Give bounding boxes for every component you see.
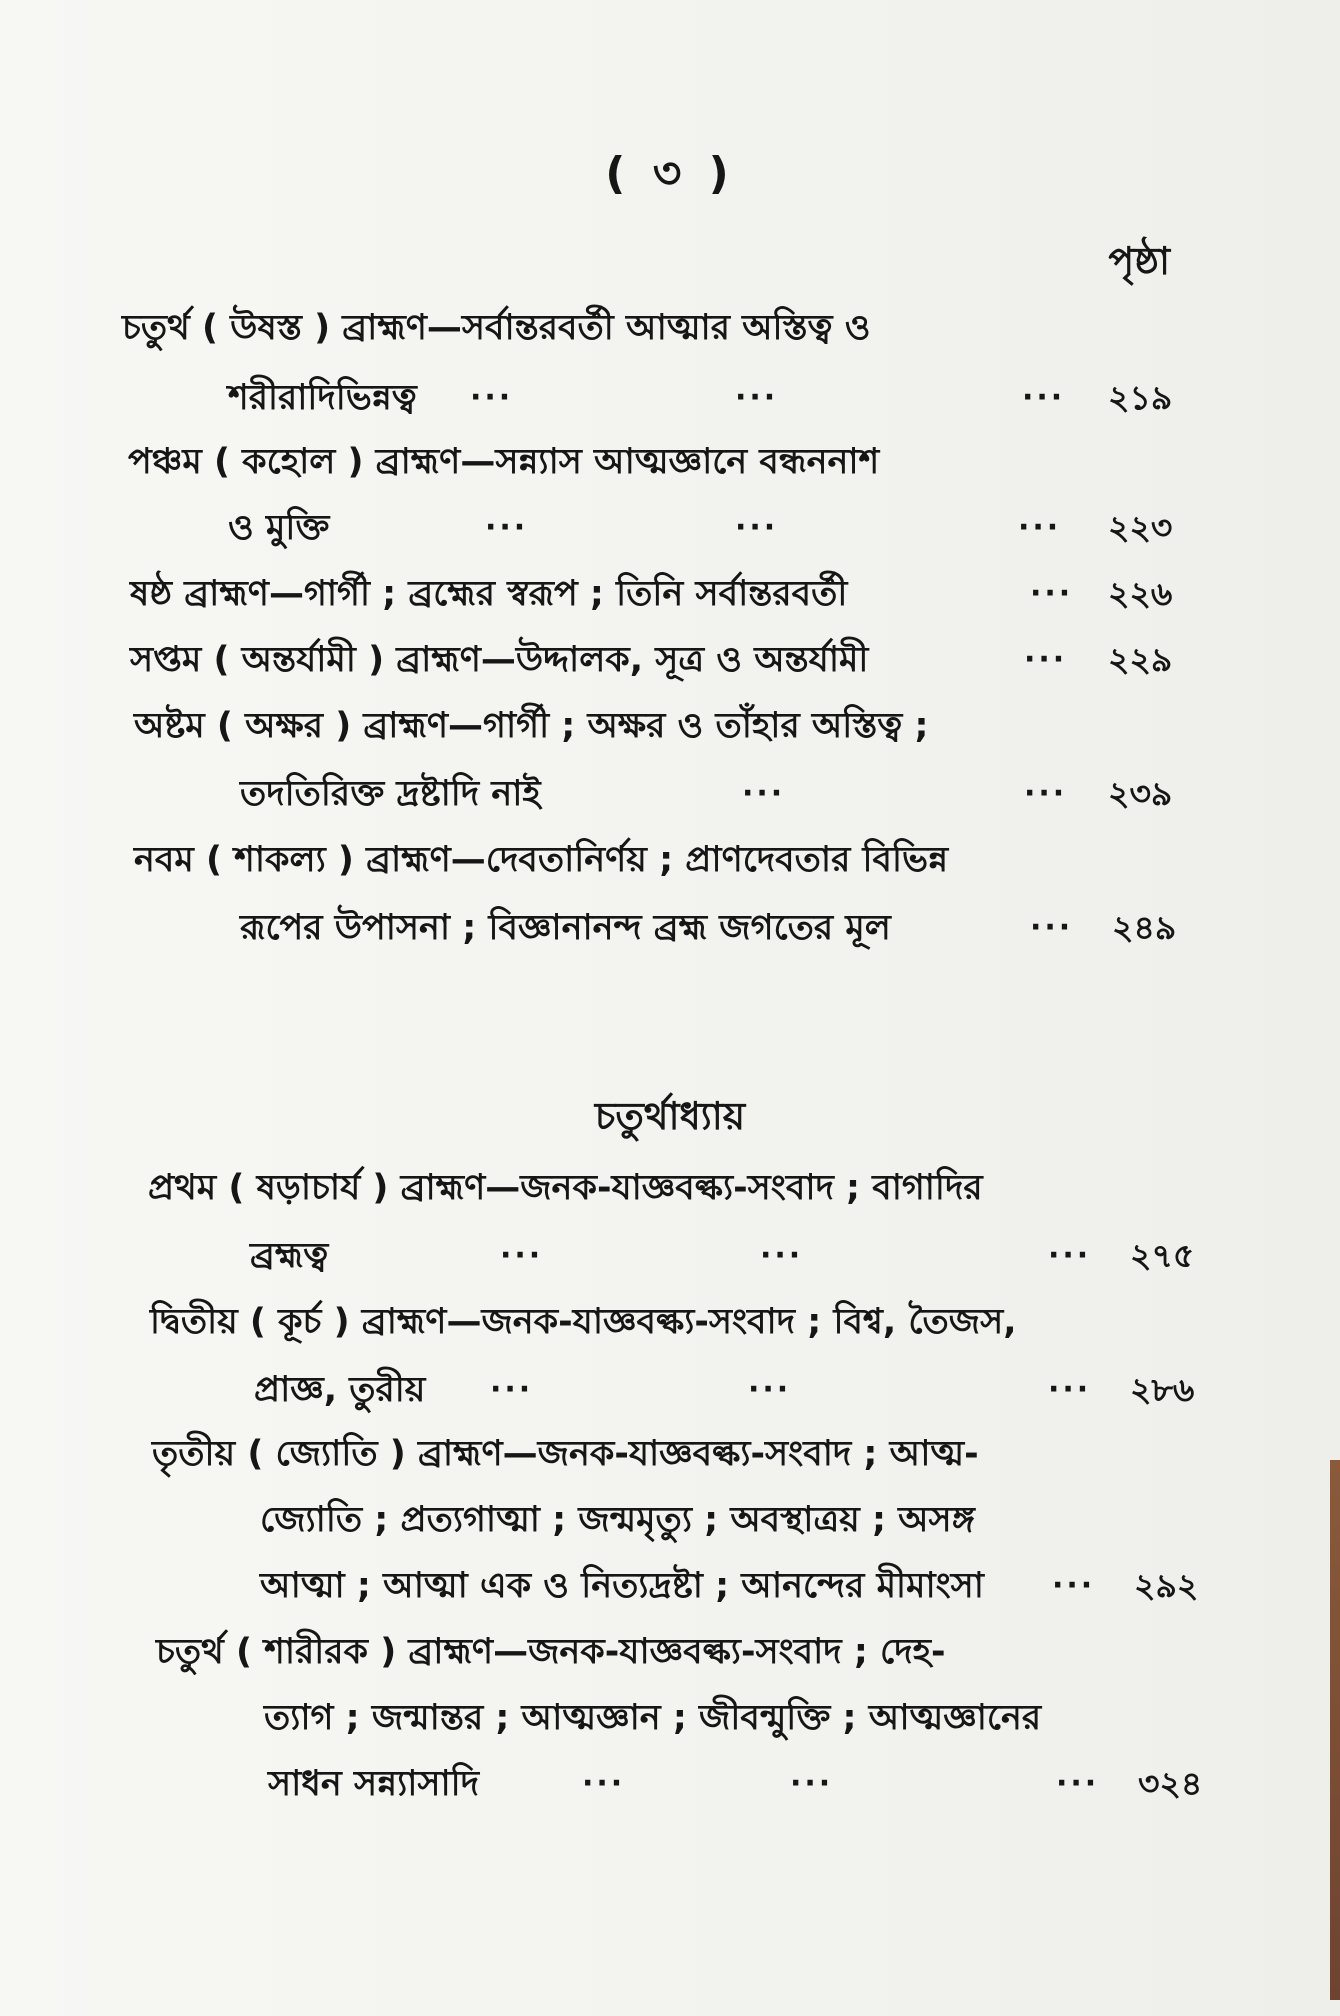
toc-entry-line: প্রাজ্ঞ, তুরীয় [254, 1370, 426, 1410]
toc-entry-line: তৃতীয় ( জ্যোতি ) ব্রাহ্মণ—জনক-যাজ্ঞবল্ক্য-সংবাদ ; আত্ম- [152, 1434, 979, 1474]
toc-entry-line: চতুর্থ ( শারীরক ) ব্রাহ্মণ—জনক-যাজ্ঞবল্ক্য-সংবাদ ; দেহ- [156, 1632, 946, 1672]
leader-dots: ··· [735, 510, 779, 545]
page-ref: ২২৬ [1108, 574, 1173, 613]
page-ref: ৩২৪ [1138, 1764, 1203, 1803]
leader-dots: ··· [1024, 642, 1068, 677]
leader-dots: ··· [470, 380, 514, 415]
toc-entry-line: ত্যাগ ; জন্মান্তর ; আত্মজ্ঞান ; জীবন্মুক্তি ; আত্মজ্ঞানের [264, 1698, 1042, 1738]
leader-dots: ··· [748, 1372, 792, 1407]
page-ref: ২৩৯ [1108, 774, 1173, 813]
toc-entry-line: আত্মা ; আত্মা এক ও নিত্যদ্রষ্টা ; আনন্দের মীমাংসা [260, 1566, 984, 1606]
page-ref: ২৮৬ [1130, 1370, 1195, 1409]
leader-dots: ··· [1030, 910, 1074, 945]
leader-dots: ··· [1048, 1238, 1092, 1273]
toc-entry-line: অষ্টম ( অক্ষর ) ব্রাহ্মণ—গার্গী ; অক্ষর ও তাঁহার অস্তিত্ব ; [134, 706, 929, 746]
leader-dots: ··· [742, 776, 786, 811]
toc-entry-line: ব্রহ্মত্ব [250, 1236, 329, 1276]
page-ref: ২২৩ [1108, 508, 1173, 547]
toc-entry-line: ও মুক্তি [228, 508, 330, 548]
leader-dots: ··· [1030, 576, 1074, 611]
leader-dots: ··· [1048, 1372, 1092, 1407]
toc-entry-line: দ্বিতীয় ( কূর্চ ) ব্রাহ্মণ—জনক-যাজ্ঞবল্ক্য-সংবাদ ; বিশ্ব, তৈজস, [150, 1302, 1017, 1342]
page-column-heading: পৃষ্ঠা [1108, 239, 1170, 283]
toc-entry-line: পঞ্চম ( কহোল ) ব্রাহ্মণ—সন্ন্যাস আত্মজ্ঞানে বন্ধননাশ [128, 442, 880, 482]
page-ref: ২৯২ [1134, 1566, 1199, 1605]
page-ref: ২৪৯ [1112, 908, 1177, 947]
page-ref: ২২৯ [1108, 640, 1173, 679]
page-number: ( ৩ ) [605, 148, 735, 199]
toc-entry-line: তদতিরিক্ত দ্রষ্টাদি নাই [240, 774, 541, 814]
leader-dots: ··· [760, 1238, 804, 1273]
toc-entry-line: সপ্তম ( অন্তর্যামী ) ব্রাহ্মণ—উদ্দালক, সূত্র ও অন্তর্যামী [130, 640, 869, 680]
toc-entry-line: ষষ্ঠ ব্রাহ্মণ—গার্গী ; ব্রহ্মের স্বরূপ ; তিনি সর্বান্তরবর্তী [130, 574, 848, 614]
leader-dots: ··· [1024, 776, 1068, 811]
book-edge-shadow [1330, 1460, 1340, 2000]
leader-dots: ··· [485, 510, 529, 545]
leader-dots: ··· [790, 1766, 834, 1801]
leader-dots: ··· [1022, 380, 1066, 415]
page-ref: ২৭৫ [1130, 1236, 1195, 1275]
toc-entry-line: শরীরাদিভিন্নত্ব [228, 378, 417, 418]
leader-dots: ··· [1052, 1568, 1096, 1603]
chapter-title: চতুর্থাধ্যায় [594, 1094, 746, 1138]
leader-dots: ··· [490, 1372, 534, 1407]
leader-dots: ··· [1056, 1766, 1100, 1801]
toc-entry-line: প্রথম ( ষড়াচার্য ) ব্রাহ্মণ—জনক-যাজ্ঞবল্ক্য-সংবাদ ; বাগাদির [148, 1168, 983, 1208]
leader-dots: ··· [1018, 510, 1062, 545]
leader-dots: ··· [500, 1238, 544, 1273]
toc-entry-line: নবম ( শাকল্য ) ব্রাহ্মণ—দেবতানির্ণয় ; প্রাণদেবতার বিভিন্ন [134, 840, 949, 880]
page-ref: ২১৯ [1108, 378, 1173, 417]
toc-entry-line: জ্যোতি ; প্রত্যগাত্মা ; জন্মমৃত্যু ; অবস্থাত্রয় ; অসঙ্গ [260, 1500, 975, 1540]
toc-entry-line: রূপের উপাসনা ; বিজ্ঞানানন্দ ব্রহ্ম জগতের মূল [240, 908, 891, 948]
toc-entry-line: সাধন সন্ন্যাসাদি [268, 1764, 480, 1804]
toc-entry-line: চতুর্থ ( উষস্ত ) ব্রাহ্মণ—সর্বান্তরবর্তী আত্মার অস্তিত্ব ও [122, 308, 871, 348]
leader-dots: ··· [735, 380, 779, 415]
leader-dots: ··· [582, 1766, 626, 1801]
